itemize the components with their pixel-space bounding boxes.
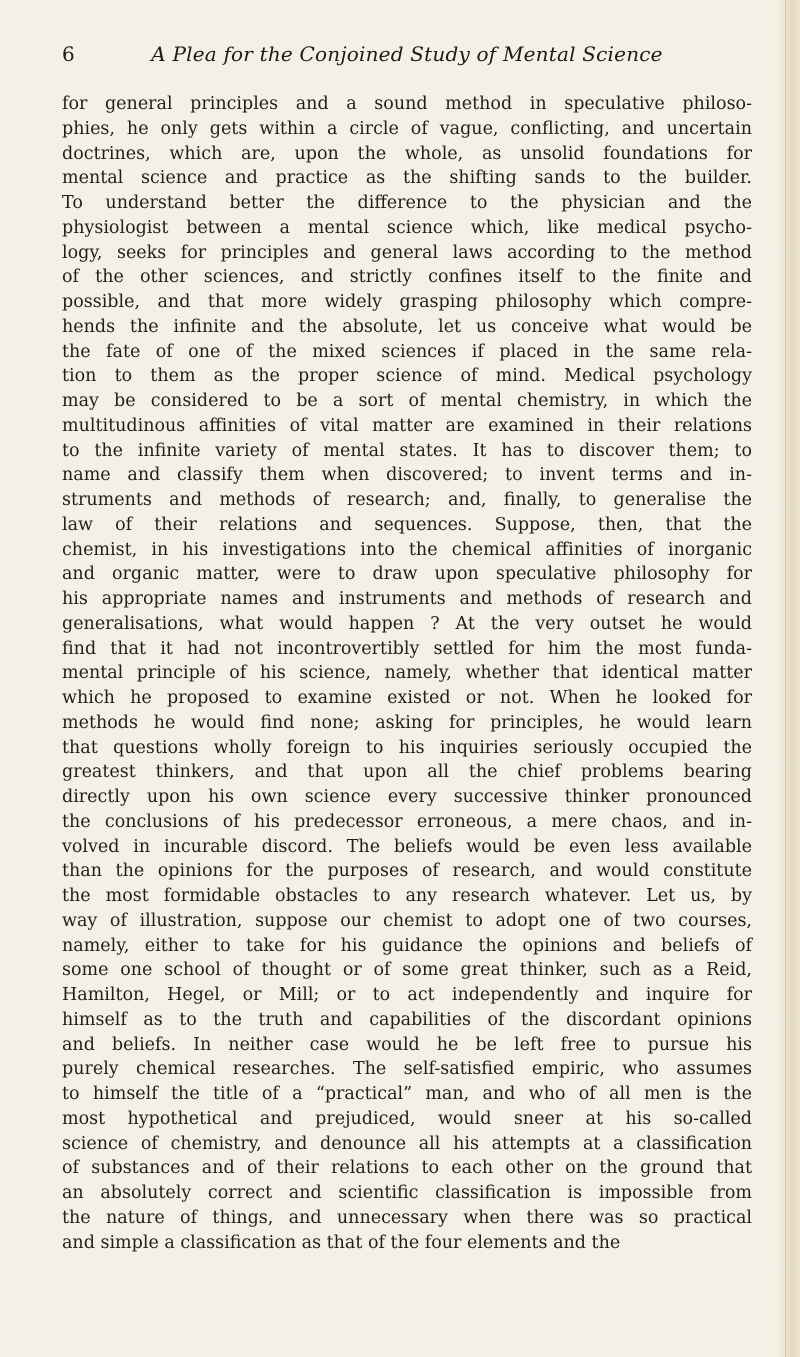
text-line: and simple a classification as that of the four elements and the bbox=[62, 1232, 621, 1253]
text-line: phies, he only gets within a circle of vague, conflicting, and uncertain bbox=[62, 118, 752, 139]
text-line: name and classify them when discovered; to invent terms and in- bbox=[62, 465, 752, 486]
page-number: 6 bbox=[62, 42, 75, 66]
text-line: some one school of thought or of some great thinker, such as a Reid, bbox=[62, 960, 752, 981]
text-line: the most formidable obstacles to any research whatever. Let us, by bbox=[62, 886, 752, 906]
running-title: A Plea for the Conjoined Study of Mental Science bbox=[151, 42, 663, 66]
text-line: science of chemistry, and denounce all his attempts at a classification bbox=[62, 1133, 752, 1154]
text-line: purely chemical researches. The self-satisfied empiric, who assumes bbox=[62, 1059, 752, 1080]
text-line: law of their relations and sequences. Suppose, then, that the bbox=[62, 514, 752, 535]
text-line: generalisations, what would happen ? At the very outset he would bbox=[62, 613, 752, 634]
text-line: logy, seeks for principles and general laws according to the method bbox=[62, 242, 752, 263]
text-line: greatest thinkers, and that upon all the chief problems bearing bbox=[62, 762, 752, 783]
text-line: his appropriate names and instruments and methods of research and bbox=[62, 589, 752, 609]
text-line: To understand better the difference to the physician and the bbox=[62, 193, 752, 213]
text-line: than the opinions for the purposes of research, and would constitute bbox=[62, 861, 752, 882]
text-line: find that it had not incontrovertibly settled for him the most funda- bbox=[62, 638, 752, 659]
text-line: multitudinous affinities of vital matter are examined in their relations bbox=[62, 415, 752, 436]
text-line: doctrines, which are, upon the whole, as unsolid foundations for bbox=[62, 143, 752, 164]
text-line: physiologist between a mental science which, like medical psycho- bbox=[62, 217, 752, 238]
text-line: mental science and practice as the shifting sands to the builder. bbox=[62, 168, 752, 189]
text-line: of the other sciences, and strictly confines itself to the finite and bbox=[62, 267, 752, 288]
text-line: namely, either to take for his guidance the opinions and beliefs of bbox=[62, 935, 752, 956]
text-line: that questions wholly foreign to his inquiries seriously occupied the bbox=[62, 737, 752, 758]
text-line: to the infinite variety of mental states. It has to discover them; to bbox=[62, 440, 752, 461]
text-line: mental principle of his science, namely, whether that identical matter bbox=[62, 663, 752, 684]
text-line: the fate of one of the mixed sciences if placed in the same rela- bbox=[62, 341, 752, 362]
text-line: the nature of things, and unnecessary when there was so practical bbox=[62, 1207, 752, 1228]
text-line: and organic matter, were to draw upon speculative philosophy for bbox=[62, 564, 752, 585]
text-line: which he proposed to examine existed or not. When he looked for bbox=[62, 688, 752, 708]
text-line: methods he would find none; asking for principles, he would learn bbox=[62, 712, 752, 733]
text-line: possible, and that more widely grasping philosophy which compre- bbox=[62, 292, 752, 312]
text-line: struments and methods of research; and, finally, to generalise the bbox=[62, 490, 752, 510]
text-line: most hypothetical and prejudiced, would sneer at his so-called bbox=[62, 1108, 752, 1129]
text-line: and beliefs. In neither case would he be left free to pursue his bbox=[62, 1034, 752, 1055]
page-edge-line bbox=[785, 0, 786, 1357]
text-line: an absolutely correct and scientific classification is impossible from bbox=[62, 1183, 752, 1203]
text-line: may be considered to be a sort of mental chemistry, in which the bbox=[62, 391, 752, 411]
text-line: the conclusions of his predecessor erroneous, a mere chaos, and in- bbox=[62, 811, 752, 832]
text-line: himself as to the truth and capabilities of the discordant opinions bbox=[62, 1009, 752, 1030]
text-line: for general principles and a sound method in speculative philoso- bbox=[62, 94, 752, 114]
text-line: hends the infinite and the absolute, let us conceive what would be bbox=[62, 316, 752, 337]
text-line: to himself the title of a “practical” man, and who of all men is the bbox=[62, 1084, 752, 1104]
text-line: directly upon his own science every successive thinker pronounced bbox=[62, 787, 752, 807]
text-line: tion to them as the proper science of mind. Medical psychology bbox=[62, 366, 752, 387]
body-text bbox=[62, 92, 752, 1255]
text-line: of substances and of their relations to each other on the ground that bbox=[62, 1158, 752, 1179]
text-line: chemist, in his investigations into the chemical affinities of inorganic bbox=[62, 539, 752, 560]
text-line: way of illustration, suppose our chemist to adopt one of two courses, bbox=[62, 910, 752, 931]
text-line: volved in incurable discord. The beliefs would be even less available bbox=[62, 836, 752, 857]
page-header bbox=[62, 42, 752, 76]
text-line: Hamilton, Hegel, or Mill; or to act independently and inquire for bbox=[62, 985, 752, 1005]
page-edge bbox=[778, 0, 800, 1357]
